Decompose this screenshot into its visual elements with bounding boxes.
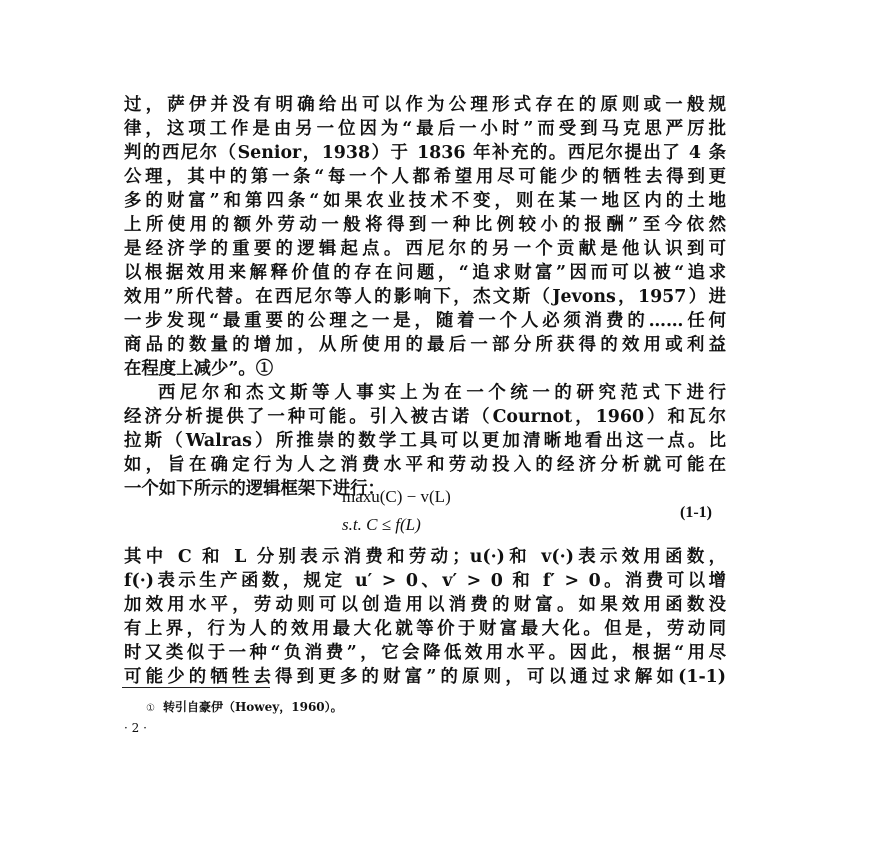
equation-number: (1-1) bbox=[680, 504, 712, 521]
footnote-text: 转引自豪伊（Howey，1960）。 bbox=[162, 700, 343, 714]
footnote-mark: ① bbox=[146, 703, 155, 714]
text-line: 一步发现“最重要的公理之一是，随着一个人必须消费的……任何 bbox=[124, 311, 726, 331]
text-line: 多的财富”和第四条“如果农业技术不变，则在某一地区内的土地 bbox=[124, 191, 726, 211]
text-line: 效用”所代替。在西尼尔等人的影响下，杰文斯（Jevons，1957）进 bbox=[124, 287, 726, 307]
text-line: 在程度上减少”。① bbox=[124, 359, 274, 379]
equation-objective: maxu(C) − v(L) bbox=[342, 487, 451, 506]
text-line: 经济分析提供了一种可能。引入被古诺（Cournot，1960）和瓦尔 bbox=[124, 407, 726, 427]
footnote-divider bbox=[122, 687, 270, 688]
text-line: 过，萨伊并没有明确给出可以作为公理形式存在的原则或一般规 bbox=[124, 95, 726, 115]
text-line: 可能少的牺牲去得到更多的财富”的原则，可以通过求解如(1-1) bbox=[124, 667, 726, 687]
footnote bbox=[146, 699, 343, 717]
text-line: 以根据效用来解释价值的存在问题，“追求财富”因而可以被“追求 bbox=[124, 263, 726, 283]
text-line: 如，旨在确定行为人之消费水平和劳动投入的经济分析就可能在 bbox=[124, 455, 726, 475]
text-line: 有上界，行为人的效用最大化就等价于财富最大化。但是，劳动同 bbox=[124, 619, 726, 639]
text-line: 时又类似于一种“负消费”，它会降低效用水平。因此，根据“用尽 bbox=[124, 643, 726, 663]
page-number: · 2 · bbox=[124, 721, 147, 735]
text-line: 拉斯（Walras）所推崇的数学工具可以更加清晰地看出这一点。比 bbox=[124, 431, 726, 451]
text-line: 一个如下所示的逻辑框架下进行： bbox=[124, 479, 385, 499]
text-line: 上所使用的额外劳动一般将得到一种比例较小的报酬”至今依然 bbox=[124, 215, 726, 235]
text-line: f(·)表示生产函数，规定 u′ > 0、v′ > 0 和 f′ > 0。消费可以增 bbox=[124, 571, 726, 591]
text-line: 其中 C 和 L 分别表示消费和劳动；u(·)和 v(·)表示效用函数， bbox=[124, 547, 726, 567]
text-line: 加效用水平，劳动则可以创造用以消费的财富。如果效用函数没 bbox=[124, 595, 726, 615]
text-line: 商品的数量的增加，从所使用的最后一部分所获得的效用或利益 bbox=[124, 335, 726, 355]
text-line: 是经济学的重要的逻辑起点。西尼尔的另一个贡献是他认识到可 bbox=[124, 239, 726, 259]
equation-constraint: s.t. C ≤ f(L) bbox=[342, 515, 421, 534]
text-line: 律，这项工作是由另一位因为“最后一小时”而受到马克思严厉批 bbox=[124, 119, 726, 139]
text-line: 公理，其中的第一条“每一个人都希望用尽可能少的牺牲去得到更 bbox=[124, 167, 726, 187]
text-line: 判的西尼尔（Senior，1938）于 1836 年补充的。西尼尔提出了 4 条 bbox=[124, 143, 726, 163]
text-line: 西尼尔和杰文斯等人事实上为在一个统一的研究范式下进行 bbox=[158, 383, 726, 403]
